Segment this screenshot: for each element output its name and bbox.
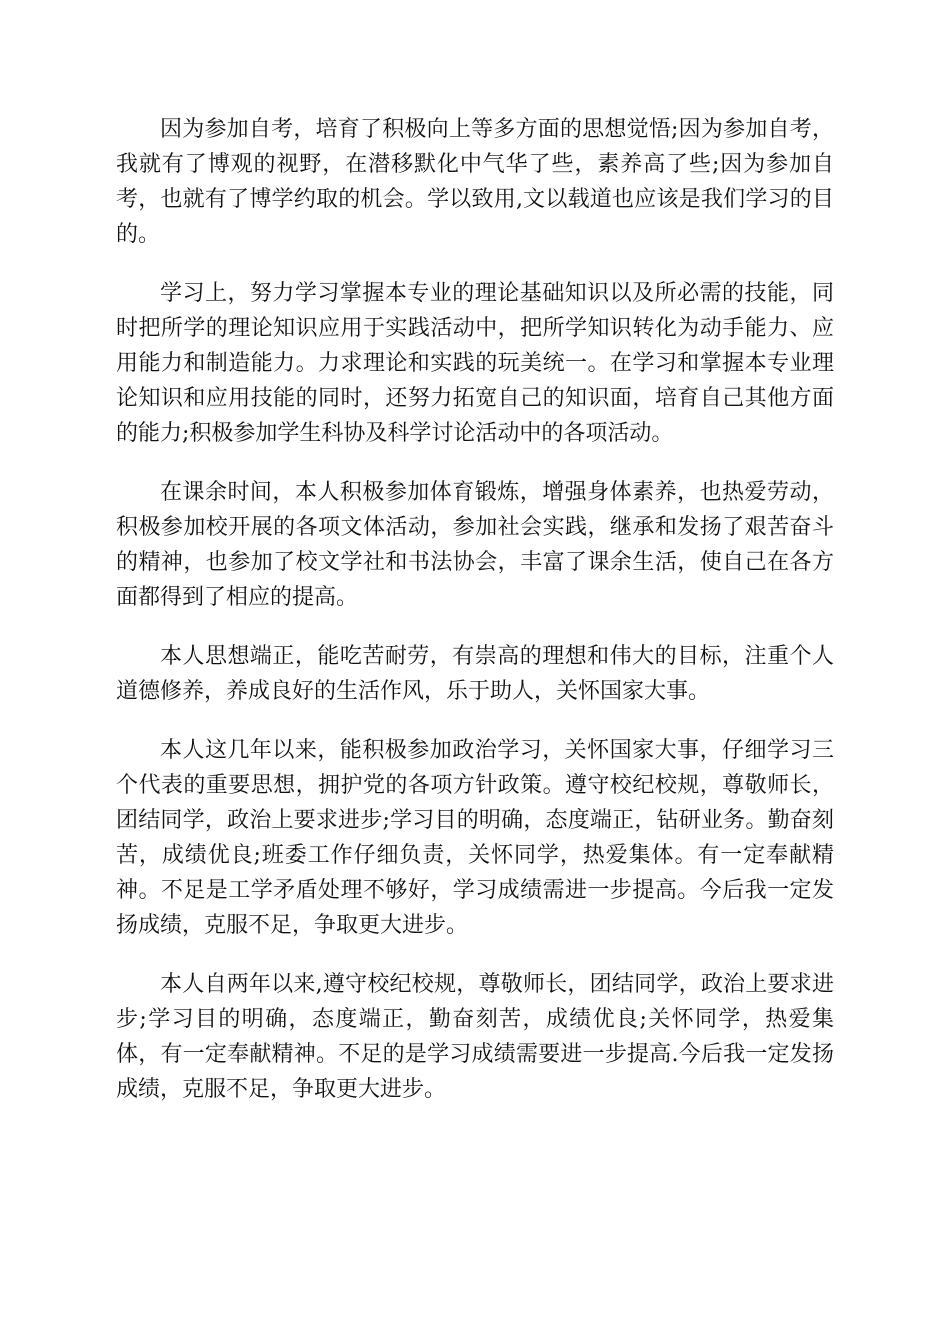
paragraph-6: 本人自两年以来,遵守校纪校规，尊敬师长，团结同学，政治上要求进步;学习目的明确，态度端正，勤奋刻苦，成绩优良;关怀同学，热爱集体，有一定奉献精神。不足的是学习成绩需要进一步提高.今后我一定发扬成绩，克服不足，争取更大进步。 bbox=[116, 972, 834, 1102]
paragraph-5: 本人这几年以来，能积极参加政治学习，关怀国家大事，仔细学习三个代表的重要思想，拥护党的各项方针政策。遵守校纪校规，尊敬师长，团结同学，政治上要求进步;学习目的明确，态度端正，钻研业务。勤奋刻苦，成绩优良;班委工作仔细负责，关怀同学，热爱集体。有一定奉献精神。不足是工学矛盾处理不够好，学习成绩需进一步提高。今后我一定发扬成绩，克服不足，争取更大进步。 bbox=[116, 738, 834, 938]
document-body bbox=[116, 112, 834, 1131]
paragraph-2: 学习上，努力学习掌握本专业的理论基础知识以及所必需的技能，同时把所学的理论知识应用于实践活动中，把所学知识转化为动手能力、应用能力和制造能力。力求理论和实践的玩美统一。在学习和掌握本专业理论知识和应用技能的同时，还努力拓宽自己的知识面，培育自己其他方面的能力;积极参加学生科协及科学讨论活动中的各项活动。 bbox=[116, 281, 834, 446]
paragraph-1: 因为参加自考，培育了积极向上等多方面的思想觉悟;因为参加自考，我就有了博观的视野，在潜移默化中气华了些，素养高了些;因为参加自考，也就有了博学约取的机会。学以致用,文以载道也应该是我们学习的目的。 bbox=[116, 117, 834, 247]
paragraph-4: 本人思想端正，能吃苦耐劳，有崇高的理想和伟大的目标，注重个人道德修养，养成良好的生活作风，乐于助人，关怀国家大事。 bbox=[116, 644, 834, 704]
paragraph-3: 在课余时间，本人积极参加体育锻炼，增强身体素养，也热爱劳动，积极参加校开展的各项文体活动，参加社会实践，继承和发扬了艰苦奋斗的精神，也参加了校文学社和书法协会，丰富了课余生活，使自己在各方面都得到了相应的提高。 bbox=[116, 480, 834, 610]
